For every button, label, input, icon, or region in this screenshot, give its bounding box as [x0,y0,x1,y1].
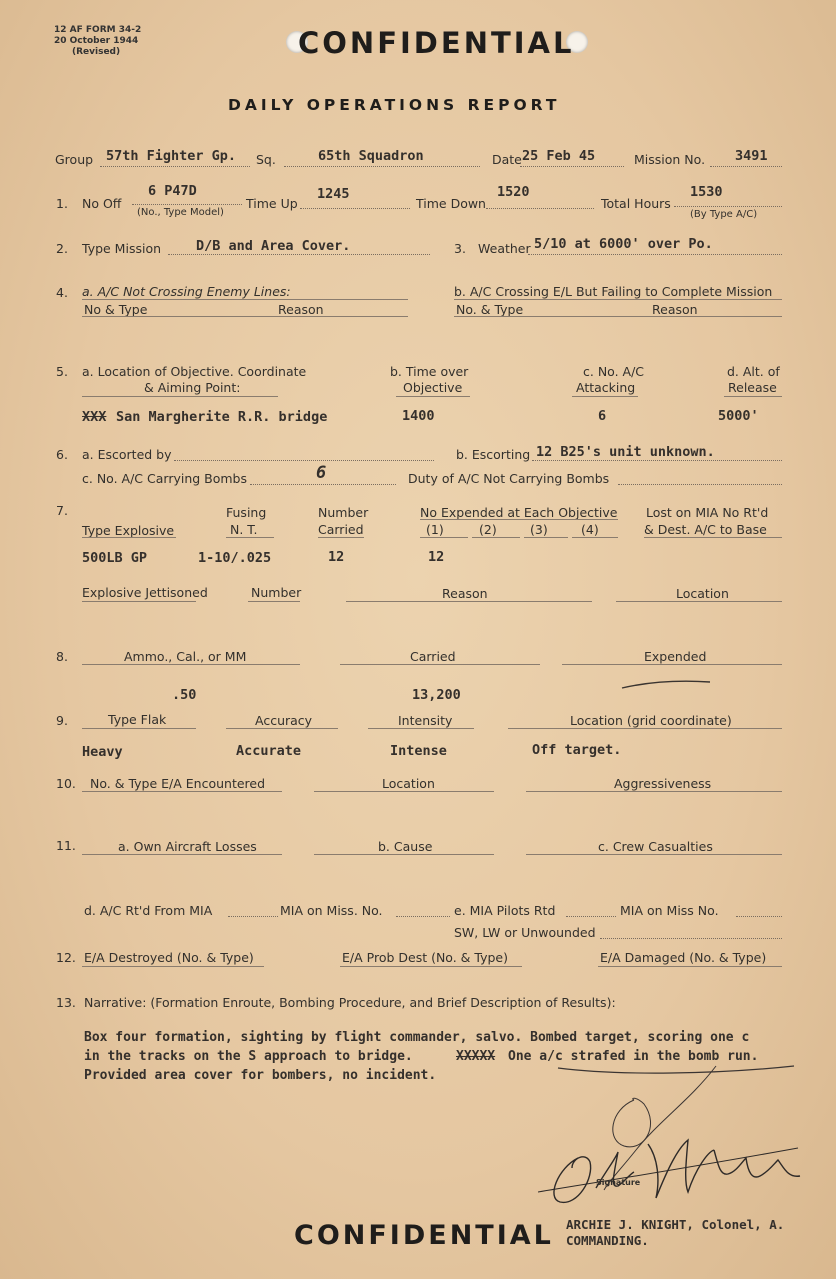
duty-line [618,484,782,485]
s8-ul-2 [340,664,540,665]
s8-number: 8. [56,649,68,664]
ea-damaged-label: E/A Damaged (No. & Type) [600,950,767,965]
s4a-line [82,299,408,300]
s7-ul-type [82,537,176,538]
col-obj-1: (1) [426,522,444,537]
jett-ul-4 [616,601,782,602]
flak-accuracy: Accurate [236,743,302,759]
s9-ul-2 [226,728,338,729]
jettisoned-number: Number [251,585,302,600]
jettisoned-reason: Reason [442,586,488,601]
jettisoned-location: Location [676,586,729,601]
s11-ul-3 [526,854,782,855]
report-title: DAILY OPERATIONS REPORT [228,96,561,114]
crew-casualties-label: c. Crew Casualties [598,839,713,854]
squadron-value: 65th Squadron [318,148,424,164]
s8-ul-3 [562,664,782,665]
s9-ul-1 [82,728,196,729]
cause-label: b. Cause [378,839,433,854]
sw-lw-label: SW, LW or Unwounded [454,925,596,940]
s4a-col-reason: Reason [278,302,324,317]
number-carried: 12 [328,549,345,565]
s5-struck-text: XXX [82,409,107,425]
group-value: 57th Fighter Gp. [106,148,237,164]
rtd-line [228,916,278,917]
objective-location: San Margherite R.R. bridge [116,409,328,425]
s11-ul-2 [314,854,494,855]
s3-number: 3. [454,241,466,256]
date-value: 25 Feb 45 [522,148,596,164]
s7-ul-obj3 [524,537,568,538]
no-off-hint: (No., Type Model) [137,207,224,218]
weather-value: 5/10 at 6000' over Po. [534,236,713,252]
flak-type: Heavy [82,744,123,760]
fusing-value: 1-10/.025 [198,550,272,566]
jett-ul-2 [248,601,300,602]
s7-ul-lost [644,537,782,538]
duty-label: Duty of A/C Not Carrying Bombs [408,471,610,486]
s10-ul-3 [526,791,782,792]
col-number: Number [318,505,369,520]
form-date: 20 October 1944 [54,36,139,46]
s4b-col-no-type: No. & Type [456,302,524,317]
sw-lw-line [600,938,782,939]
s5d-label-1: d. Alt. of [727,364,780,379]
total-hours-label: Total Hours [601,196,671,211]
form-id: 12 AF FORM 34-2 [54,25,142,35]
time-up-label: Time Up [246,196,298,211]
no-off-line [132,204,242,205]
ea-prob-dest-label: E/A Prob Dest (No. & Type) [342,950,508,965]
s5a-underline [82,396,278,397]
ammo-carried: 13,200 [412,687,461,703]
s4a-col-no-type: No & Type [84,302,148,317]
jett-ul-3 [346,601,592,602]
classification-bottom: CONFIDENTIAL [294,1220,554,1251]
s1-number: 1. [56,196,68,211]
weather-label: Weather [478,241,531,256]
s5a-label-1: a. Location of Objective. Coordinate [82,364,307,379]
mia-pilots-label: e. MIA Pilots Rtd [454,903,556,918]
s5c-label-1: c. No. A/C [583,364,645,379]
s5-number: 5. [56,364,68,379]
total-hours-value: 1530 [690,184,723,200]
narrative-line-2b: One a/c strafed in the bomb run. [508,1049,759,1064]
s12-number: 12. [56,950,76,965]
s7-number: 7. [56,503,68,518]
s7-ul-obj2 [472,537,520,538]
s11-number: 11. [56,838,76,853]
escorted-by-label: a. Escorted by [82,447,172,462]
s9-ul-3 [368,728,474,729]
carrying-bombs-label: c. No. A/C Carrying Bombs [82,471,248,486]
s12-ul-3 [598,966,782,967]
s5d-underline [724,396,782,397]
escorting-value: 12 B25's unit unknown. [536,444,715,460]
mia-miss-line [396,916,450,917]
s9-number: 9. [56,713,68,728]
date-label: Date [492,152,522,167]
jett-ul-1 [82,601,196,602]
s5c-label-2: Attacking [576,380,636,395]
s9-ul-4 [508,728,782,729]
col-ea-aggressiveness: Aggressiveness [614,776,712,791]
col-type-flak: Type Flak [108,712,167,727]
narrative-label: Narrative: (Formation Enroute, Bombing Procedure, and Brief Description of Results): [84,995,616,1010]
classification-top: CONFIDENTIAL [298,26,575,60]
objective-time: 1400 [402,408,435,424]
s7-ul-carried [318,537,364,538]
no-off-label: No Off [82,196,122,211]
signer-title: COMMANDING. [566,1233,649,1248]
col-flak-location: Location (grid coordinate) [570,713,732,728]
s4b-line2 [454,316,782,317]
s4a-label: a. A/C Not Crossing Enemy Lines: [82,284,291,299]
escorting-label: b. Escorting [456,447,531,462]
s6-number: 6. [56,447,68,462]
attacking-count: 6 [598,408,607,424]
expended-dash-mark [618,676,714,692]
s8-ul-1 [82,664,300,665]
flak-intensity: Intense [390,743,447,759]
ammo-caliber: .50 [172,687,197,703]
col-ammo-expended: Expended [644,649,707,664]
col-ea-encountered: No. & Type E/A Encountered [90,776,266,791]
ea-destroyed-label: E/A Destroyed (No. & Type) [84,950,254,965]
mia-miss-no-2-label: MIA on Miss No. [620,903,719,918]
s10-number: 10. [56,776,76,791]
escorted-by-line [174,460,434,461]
s11-ul-1 [82,854,282,855]
expended-obj1: 12 [428,549,445,565]
type-mission-line [168,254,430,255]
s7-ul-expended [420,519,618,520]
s13-number: 13. [56,995,76,1010]
signer-name: ARCHIE J. KNIGHT, Colonel, A. [566,1217,785,1232]
col-obj-2: (2) [479,522,497,537]
form-revised: (Revised) [72,47,121,57]
escorting-line [532,460,782,461]
narrative-line-2a: in the tracks on the S approach to bridge. [84,1049,413,1064]
group-line [100,166,250,167]
s7-ul-nt [226,537,274,538]
s4b-col-reason: Reason [652,302,698,317]
weather-line [528,254,782,255]
s5c-underline [572,396,638,397]
total-hours-line [674,206,782,207]
time-down-value: 1520 [497,184,530,200]
carrying-bombs-value: 6 [316,463,327,483]
narrative-struck-text: XXXXX [456,1049,496,1064]
group-label: Group [55,152,94,167]
col-type-explosive: Type Explosive [82,523,175,538]
type-mission-label: Type Mission [82,241,162,256]
total-hours-hint: (By Type A/C) [690,209,758,220]
s12-ul-1 [82,966,264,967]
explosive-type: 500LB GP [82,550,148,566]
s4a-line2 [82,316,408,317]
s7-ul-obj1 [420,537,468,538]
signature-caption: Signature [596,1178,641,1187]
mission-value: 3491 [735,148,768,164]
col-ammo-carried: Carried [410,649,456,664]
pilots-line [566,916,616,917]
mission-line [710,166,782,167]
col-intensity: Intensity [398,713,453,728]
rtd-from-mia-label: d. A/C Rt'd From MIA [84,903,213,918]
col-fusing: Fusing [226,505,267,520]
mission-label: Mission No. [634,152,706,167]
s10-ul-2 [314,791,494,792]
time-up-line [300,208,410,209]
col-ammo: Ammo., Cal., or MM [124,649,247,664]
narrative-line-3: Provided area cover for bombers, no incident. [84,1068,437,1083]
col-carried: Carried [318,522,364,537]
col-obj-4: (4) [581,522,599,537]
s5b-underline [396,396,470,397]
date-line [520,166,624,167]
own-losses-label: a. Own Aircraft Losses [118,839,257,854]
col-lost-2: & Dest. A/C to Base [644,522,767,537]
s5b-label-2: Objective [403,380,463,395]
s4-number: 4. [56,285,68,300]
mia-miss-no-label: MIA on Miss. No. [280,903,383,918]
col-obj-3: (3) [530,522,548,537]
s4b-line [454,299,782,300]
s12-ul-2 [340,966,522,967]
mia-miss-2-line [736,916,782,917]
col-accuracy: Accuracy [255,713,313,728]
time-down-line [486,208,594,209]
s4b-label: b. A/C Crossing E/L But Failing to Complete Mission [454,284,773,299]
narrative-line-1: Box four formation, sighting by flight commander, salvo. Bombed target, scoring one c [84,1030,750,1045]
col-lost-1: Lost on MIA No Rt'd [646,505,769,520]
jettisoned-label: Explosive Jettisoned [82,585,208,600]
flak-location: Off target. [532,742,622,758]
col-nt: N. T. [230,522,258,537]
carrying-bombs-line [250,484,396,485]
s5b-label-1: b. Time over [390,364,469,379]
time-up-value: 1245 [317,186,350,202]
no-off-value: 6 P47D [148,183,197,199]
type-mission-value: D/B and Area Cover. [196,238,351,254]
s2-number: 2. [56,241,68,256]
col-ea-location: Location [382,776,435,791]
s10-ul-1 [82,791,282,792]
handwritten-signature [538,1128,808,1218]
s5d-label-2: Release [728,380,777,395]
release-altitude: 5000' [718,408,759,424]
s5a-label-2: & Aiming Point: [144,380,241,395]
col-expended: No Expended at Each Objective [420,505,618,520]
s7-ul-obj4 [572,537,618,538]
squadron-label: Sq. [256,152,276,167]
squadron-line [284,166,480,167]
time-down-label: Time Down [416,196,486,211]
